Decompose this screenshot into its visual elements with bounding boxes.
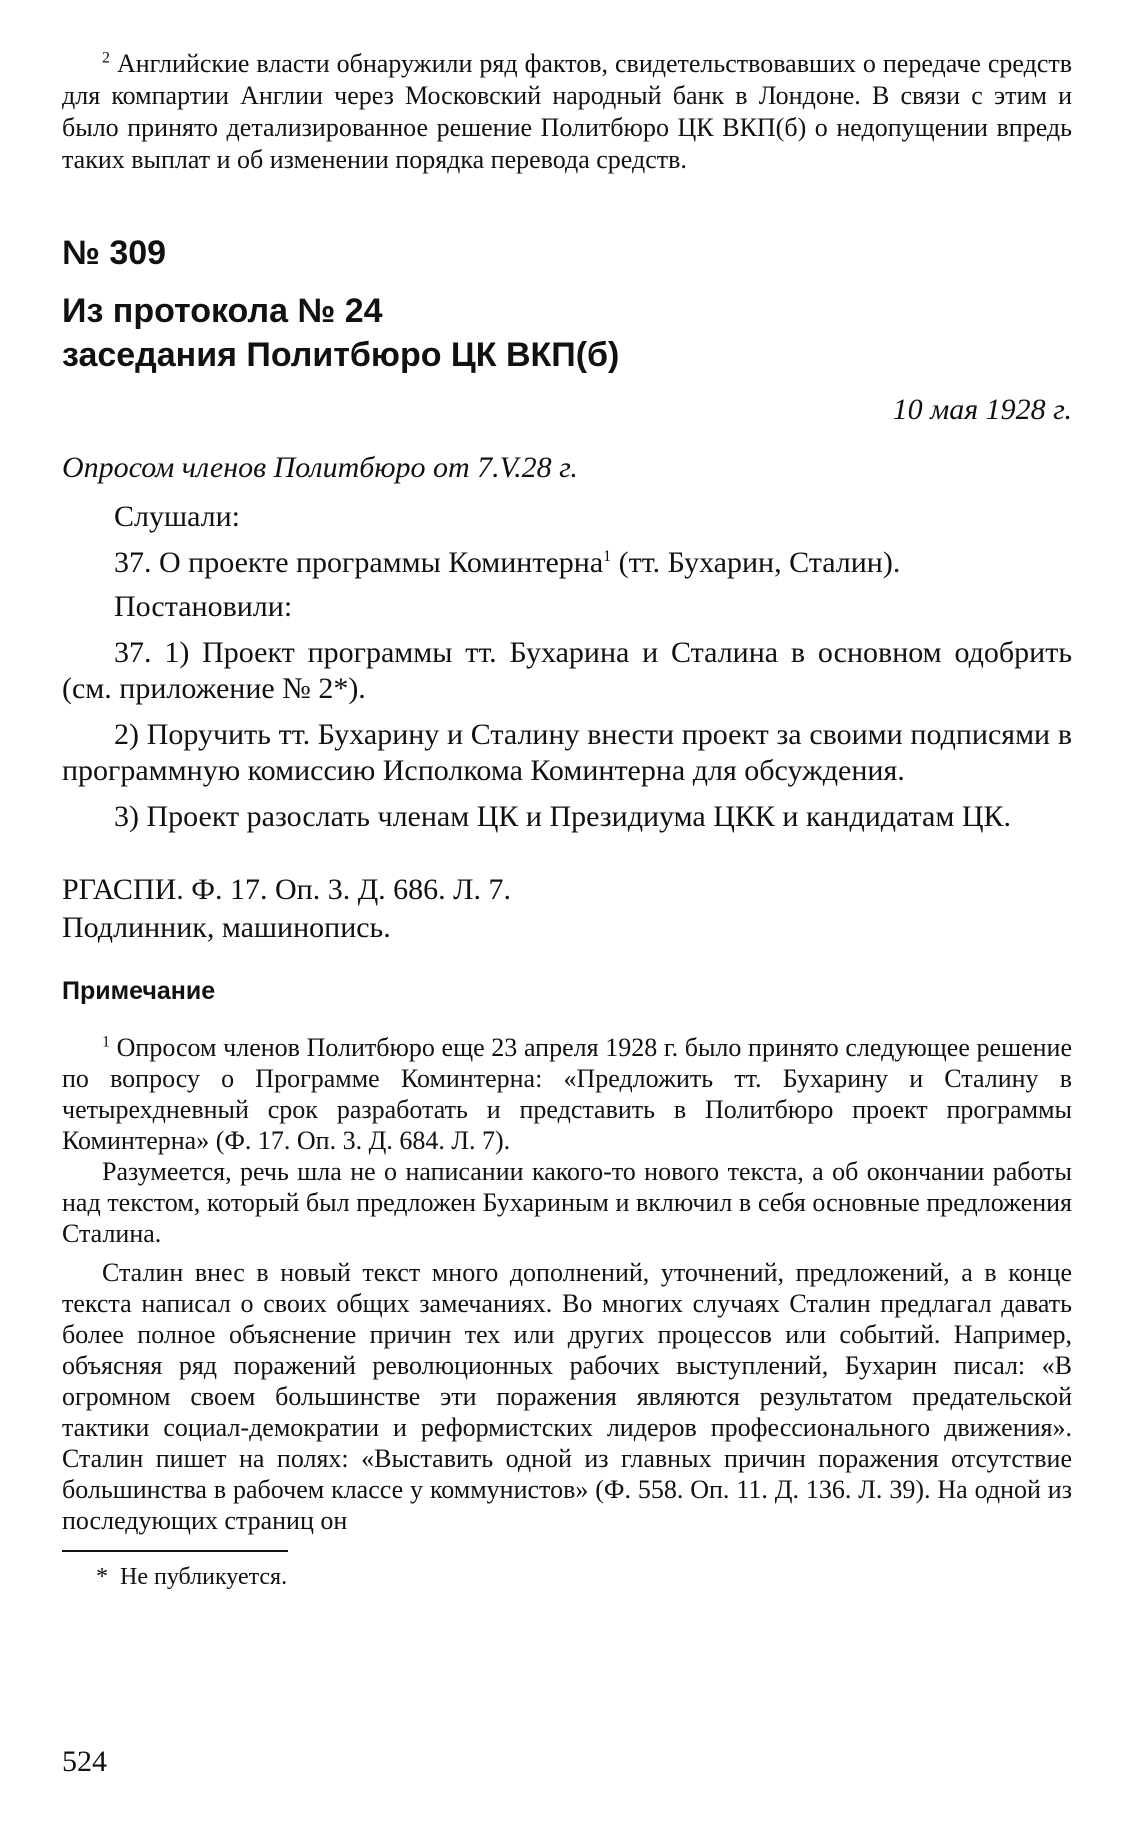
top-footnote [62, 48, 1072, 176]
agenda-item-text: 37. О проекте программы Коминтерна [114, 546, 604, 579]
footnote-marker: 2 [102, 49, 110, 67]
document-date: 10 мая 1928 г. [892, 393, 1072, 426]
document-number: № 309 [62, 234, 167, 272]
agenda-item [62, 545, 1072, 581]
note-1-marker: 1 [102, 1033, 110, 1051]
poll-note: Опросом членов Политбюро от 7.V.28 г. [62, 451, 578, 484]
original-note: Подлинник, машинопись. [62, 911, 391, 944]
notes-heading: Примечание [62, 977, 216, 1005]
decision-3: 3) Проект разослать членам ЦК и Президиума ЦКК и кандидатам ЦК. [114, 800, 1012, 833]
star-footnote [62, 1564, 1072, 1591]
agenda-item-footnote-marker: 1 [603, 548, 612, 565]
heard-label: Слушали: [114, 500, 241, 533]
archive-citation: РГАСПИ. Ф. 17. Оп. 3. Д. 686. Л. 7. [62, 873, 512, 906]
top-footnote-text: Английские власти обнаружили ряд фактов, свидетельствовавших о передаче средств для компартии Англии через Московский народный банк в Лондоне. В связи с этим и было принято детализированное решение Политбюро ЦК ВКП(б) о недопущении впредь таких выплат и об изменении порядка перевода средств. [62, 49, 1072, 174]
decision-1: 37. 1) Проект программы тт. Бухарина и Сталина в основном одобрить (см. приложение № 2*). [62, 636, 1072, 705]
page-number: 524 [62, 1745, 107, 1778]
note-paragraph-2: Разумеется, речь шла не о написании какого-то нового текста, а об окончании работы над текстом, который был предложен Бухариным и включил в себя основные предложения Сталина. [62, 1157, 1072, 1248]
decision-2: 2) Поручить тт. Бухарину и Сталину внести проект за своими подписями в программную комиссию Исполкома Коминтерна для обсуждения. [62, 718, 1072, 787]
archive-reference [62, 871, 1072, 947]
title-line-2: заседания Политбюро ЦК ВКП(б) [62, 336, 620, 374]
note-paragraph-3: Сталин внес в новый текст много дополнений, уточнений, предложений, а в конце текста написал о своих общих замечаниях. Во многих случаях Сталин предлагал давать более полное объяснение причин тех или других процессов или событий. Например, объясняя ряд поражений революционных рабочих выступлений, Бухарин писал: «В огромном своем большинстве эти поражения являются результатом предательской тактики социал-демократии и реформистских лидеров профессионального движения». Сталин пишет на полях: «Выставить одной из главных причин поражения отсутствие большинства в рабочем классе у коммунистов» (Ф. 558. Оп. 11. Д. 136. Л. 39). На одной из последующих страниц он [62, 1258, 1072, 1535]
page-content [62, 48, 1072, 1591]
agenda-item-participants: (тт. Бухарин, Сталин). [611, 546, 901, 579]
note-1-text: Опросом членов Политбюро еще 23 апреля 1928 г. было принято следующее решение по вопросу о Программе Коминтерна: «Предложить тт. Бухарину и Сталину в четырехдневный срок разработать и представить в Политбюро проект программы Коминтерна» (Ф. 17. Оп. 3. Д. 684. Л. 7). [62, 1033, 1073, 1155]
note-1 [62, 1032, 1072, 1156]
title-line-1: Из протокола № 24 [62, 292, 383, 330]
decided-label: Постановили: [114, 590, 293, 623]
star-footnote-marker: * [96, 1564, 108, 1590]
star-footnote-text: Не публикуется. [120, 1564, 288, 1590]
footnote-divider [62, 1550, 288, 1552]
document-title [62, 289, 1072, 377]
